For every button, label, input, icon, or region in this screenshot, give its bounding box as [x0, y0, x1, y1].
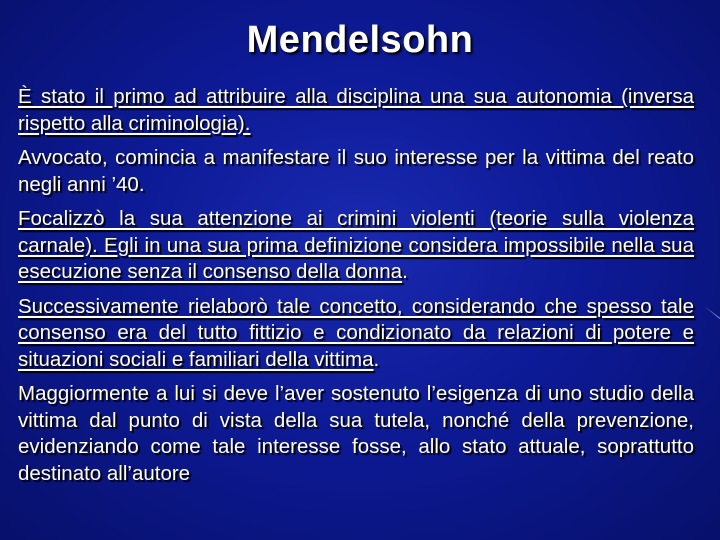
paragraph-violent-crimes	[18, 206, 694, 286]
paragraph-lawyer	[18, 145, 694, 198]
paragraph-victim-study	[18, 381, 694, 487]
paragraph-victim-study-text: Maggiormente a lui si deve l’aver sostenuto l’esigenza di uno studio della vittima dal punto di vista della sua tutela, nonché della prevenzione, evidenziando come tale interesse fosse, allo stato attuale, soprattutto destinato all’autore	[18, 382, 694, 485]
slide-title: Mendelsohn	[246, 19, 474, 61]
paragraph-autonomy	[18, 84, 694, 137]
paragraph-reworked-concept-period: .	[373, 347, 380, 371]
paragraph-lawyer-text: Avvocato, comincia a manifestare il suo interesse per la vittima del reato negli anni ’40.	[18, 146, 694, 196]
paragraph-violent-crimes-period: .	[402, 260, 408, 283]
paragraph-autonomy-text: È stato il primo ad attribuire alla disciplina una sua autonomia (inversa rispetto alla criminologia).	[18, 85, 694, 135]
paragraph-reworked-concept-text: Successivamente rielaborò tale concetto, considerando che spesso tale consenso era del tutto fittizio e condizionato da relazioni di potere e situazioni sociali e familiari della vittima	[18, 294, 694, 371]
background-glint-decoration	[704, 306, 720, 319]
slide-body	[18, 84, 694, 487]
paragraph-reworked-concept	[18, 294, 694, 374]
paragraph-violent-crimes-text: Focalizzò la sua attenzione ai crimini violenti (teorie sulla violenza carnale). Egli in una sua prima definizione considera impossibile nella sua esecuzione senza il consenso della donna	[18, 207, 694, 283]
